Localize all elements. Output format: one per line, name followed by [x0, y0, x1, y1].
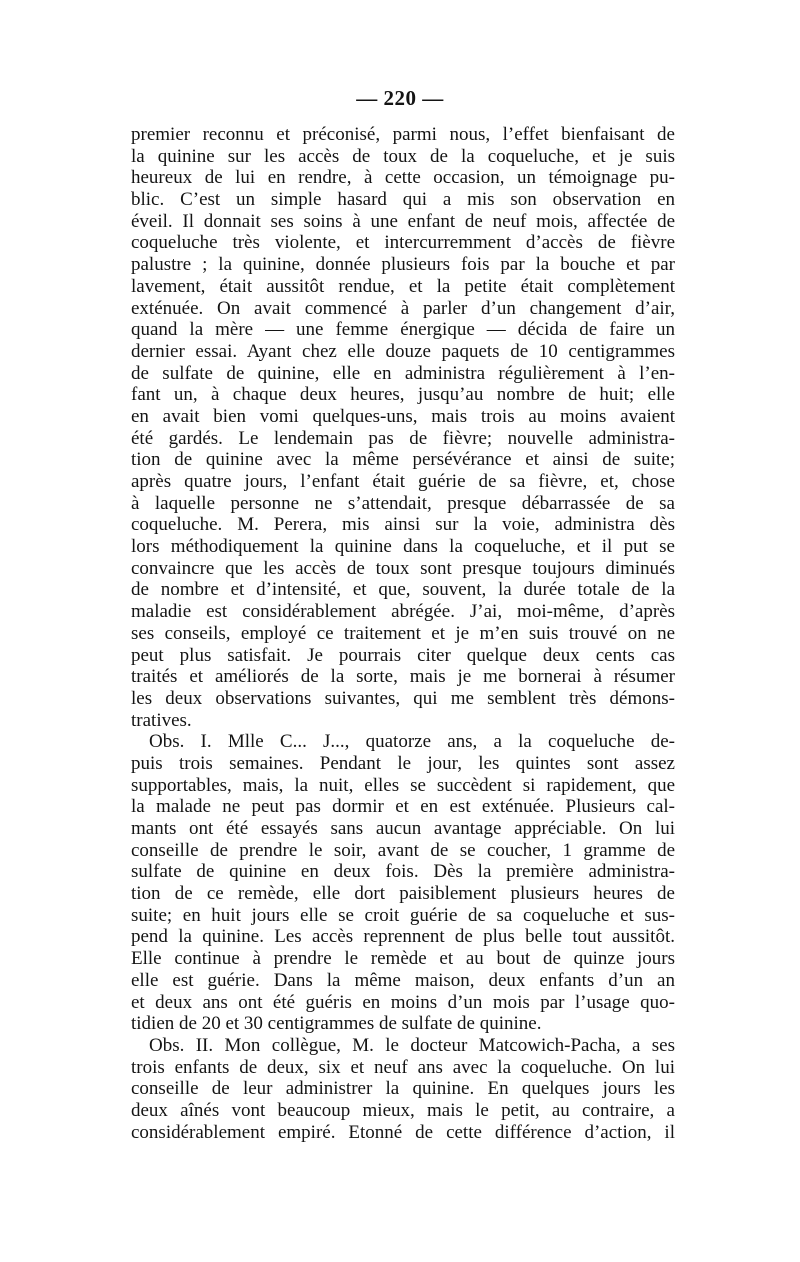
text-line: Elle continue à prendre le remède et au bout de quinze jours: [131, 948, 675, 970]
text-line: exténuée. On avait commencé à parler d’un changement d’air,: [131, 297, 675, 319]
text-line: fant un, à chaque deux heures, jusqu’au nombre de huit; elle: [131, 384, 675, 406]
text-line: tidien de 20 et 30 centigrammes de sulfate de quinine.: [131, 1013, 542, 1035]
text-line: lors méthodiquement la quinine dans la coqueluche, et il put se: [131, 536, 675, 558]
text-line: et deux ans ont été guéris en moins d’un mois par l’usage quo-: [131, 991, 675, 1013]
text-line: supportables, mais, la nuit, elles se succèdent si rapidement, que: [131, 774, 675, 796]
text-line: blic. C’est un simple hasard qui a mis son observation en: [131, 189, 675, 211]
text-line: palustre ; la quinine, donnée plusieurs fois par la bouche et par: [131, 254, 675, 276]
text-line: suite; en huit jours elle se croit guérie de sa coqueluche et sus-: [131, 904, 675, 926]
text-line: coqueluche très violente, et intercurremment d’accès de fièvre: [131, 232, 675, 254]
text-line: après quatre jours, l’enfant était guérie de sa fièvre, et, chose: [131, 471, 675, 492]
text-line: coqueluche. M. Perera, mis ainsi sur la voie, administra dès: [131, 514, 675, 536]
text-line: conseille de prendre le soir, avant de se coucher, 1 gramme de: [131, 839, 675, 861]
text-line: la quinine sur les accès de toux de la coqueluche, et je suis: [131, 145, 675, 167]
text-line: Obs. I. Mlle C... J..., quatorze ans, a la coqueluche de-: [149, 731, 675, 753]
text-line: premier reconnu et préconisé, parmi nous, l’effet bienfaisant de: [131, 124, 675, 145]
text-line: les deux observations suivantes, qui me semblent très démons-: [131, 687, 675, 709]
text-line: convaincre que les accès de toux sont presque toujours diminués: [131, 557, 675, 579]
text-line: traités et améliorés de la sorte, mais je me bornerai à résumer: [131, 666, 675, 688]
text-line: la malade ne peut pas dormir et en est exténuée. Plusieurs cal-: [131, 796, 675, 818]
text-line: mants ont été essayés sans aucun avantage appréciable. On lui: [131, 818, 675, 839]
text-line: tion de quinine avec la même persévérance et ainsi de suite;: [131, 449, 675, 471]
text-line: heureux de lui en rendre, à cette occasion, un témoignage pu-: [131, 167, 675, 189]
text-line: de nombre et d’intensité, et que, souvent, la durée totale de la: [131, 579, 675, 601]
text-line: éveil. Il donnait ses soins à une enfant de neuf mois, affectée de: [131, 210, 675, 232]
text-line: en avait bien vomi quelques-uns, mais trois au moins avaient: [131, 405, 675, 427]
text-line: trois enfants de deux, six et neuf ans avec la coqueluche. On lui: [131, 1056, 675, 1078]
text-line: à laquelle personne ne s’attendait, presque débarrassée de sa: [131, 492, 675, 514]
text-line: lavement, était aussitôt rendue, et la petite était complètement: [131, 275, 675, 297]
body-text: [131, 124, 675, 1143]
page-number: — 220 —: [356, 86, 444, 110]
text-line: maladie est considérablement abrégée. J’ai, moi-même, d’après: [131, 601, 675, 623]
text-line: considérablement empiré. Etonné de cette différence d’action, il: [131, 1121, 675, 1143]
text-line: pend la quinine. Les accès reprennent de plus belle tout aussitôt.: [131, 926, 675, 948]
text-line: été gardés. Le lendemain pas de fièvre; nouvelle administra-: [131, 427, 675, 449]
text-line: dernier essai. Ayant chez elle douze paquets de 10 centigrammes: [131, 340, 675, 362]
text-line: deux aînés vont beaucoup mieux, mais le petit, au contraire, a: [131, 1099, 675, 1121]
text-line: sulfate de quinine en deux fois. Dès la première administra-: [131, 861, 675, 883]
text-line: tratives.: [131, 709, 192, 731]
text-line: quand la mère — une femme énergique — décida de faire un: [131, 319, 675, 341]
text-line: puis trois semaines. Pendant le jour, les quintes sont assez: [131, 752, 675, 774]
text-line: conseille de leur administrer la quinine. En quelques jours les: [131, 1078, 675, 1100]
text-line: peut plus satisfait. Je pourrais citer quelque deux cents cas: [131, 644, 675, 666]
text-line: de sulfate de quinine, elle en administra régulièrement à l’en-: [131, 362, 675, 384]
text-line: ses conseils, employé ce traitement et je m’en suis trouvé on ne: [131, 622, 675, 644]
text-line: Obs. II. Mon collègue, M. le docteur Matcowich-Pacha, a ses: [149, 1034, 675, 1056]
text-line: tion de ce remède, elle dort paisiblement plusieurs heures de: [131, 883, 675, 905]
text-line: elle est guérie. Dans la même maison, deux enfants d’un an: [131, 969, 675, 991]
